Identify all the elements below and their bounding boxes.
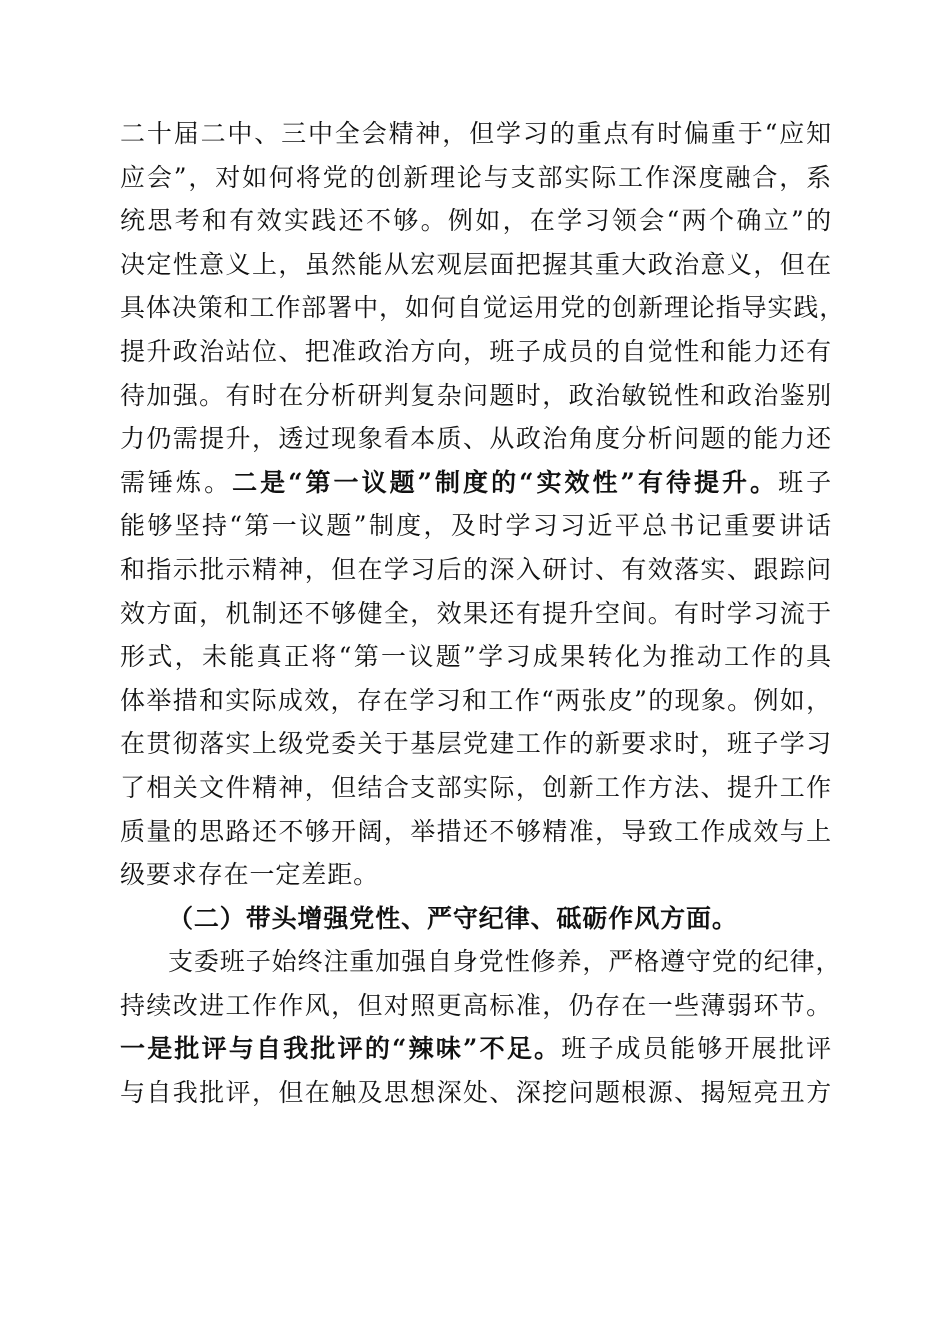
bold-text-run: （二）带头增强党性、严守纪律、砥砺作风方面。 bbox=[168, 903, 738, 933]
text-line bbox=[120, 1071, 832, 1115]
text-run: 待加强。有时在分析研判复杂问题时，政治敏锐性和政治鉴别 bbox=[120, 380, 832, 410]
text-line bbox=[120, 330, 832, 374]
document-body bbox=[120, 112, 846, 1115]
text-line bbox=[120, 722, 832, 766]
text-run: 效方面，机制还不够健全，效果还有提升空间。有时学习流于 bbox=[120, 598, 832, 628]
bold-text-run: 一是批评与自我批评的“辣味”不足。 bbox=[120, 1034, 562, 1064]
text-line bbox=[120, 243, 832, 287]
text-run: 在贯彻落实上级党委关于基层党建工作的新要求时，班子学习 bbox=[120, 729, 832, 759]
text-run: 能够坚持“第一议题”制度，及时学习习近平总书记重要讲话 bbox=[120, 511, 832, 541]
text-line bbox=[120, 810, 832, 854]
text-run: 力仍需提升，透过现象看本质、从政治角度分析问题的能力还 bbox=[120, 424, 832, 454]
text-run: 统思考和有效实践还不够。例如，在学习领会“两个确立”的 bbox=[120, 206, 832, 236]
text-run: 与自我批评，但在触及思想深处、深挖问题根源、揭短亮丑方 bbox=[120, 1078, 832, 1108]
text-line bbox=[120, 897, 832, 941]
text-run: 级要求存在一定差距。 bbox=[120, 860, 380, 890]
text-line bbox=[120, 679, 832, 723]
text-line bbox=[120, 766, 832, 810]
text-run: 具体决策和工作部署中，如何自觉运用党的创新理论指导实践， bbox=[120, 293, 846, 323]
text-line bbox=[120, 374, 832, 418]
text-run: 决定性意义上，虽然能从宏观层面把握其重大政治意义，但在 bbox=[120, 249, 832, 279]
text-run: 需锤炼。 bbox=[120, 467, 233, 497]
text-line bbox=[120, 548, 832, 592]
text-run: 支委班子始终注重加强自身党性修养，严格遵守党的纪律， bbox=[168, 947, 842, 977]
text-run: 体举措和实际成效，存在学习和工作“两张皮”的现象。例如， bbox=[120, 685, 832, 715]
text-line bbox=[120, 1027, 832, 1071]
text-run: 应会”，对如何将党的创新理论与支部实际工作深度融合，系 bbox=[120, 162, 832, 192]
text-run: 持续改进工作作风，但对照更高标准，仍存在一些薄弱环节。 bbox=[120, 990, 832, 1020]
text-run: 班子 bbox=[778, 467, 832, 497]
text-line bbox=[120, 592, 832, 636]
text-line bbox=[120, 504, 832, 548]
text-line bbox=[120, 940, 842, 984]
text-run: 和指示批示精神，但在学习后的深入研讨、有效落实、跟踪问 bbox=[120, 554, 832, 584]
text-line bbox=[120, 461, 832, 505]
text-line bbox=[120, 417, 832, 461]
text-run: 提升政治站位、把准政治方向，班子成员的自觉性和能力还有 bbox=[120, 336, 832, 366]
text-run: 班子成员能够开展批评 bbox=[561, 1034, 832, 1064]
text-line bbox=[120, 853, 832, 897]
text-run: 形式，未能真正将“第一议题”学习成果转化为推动工作的具 bbox=[120, 642, 832, 672]
text-line bbox=[120, 635, 832, 679]
text-run: 二十届二中、三中全会精神，但学习的重点有时偏重于“应知 bbox=[120, 119, 832, 148]
text-run: 了相关文件精神，但结合支部实际，创新工作方法、提升工作 bbox=[120, 772, 832, 802]
text-line bbox=[120, 984, 832, 1028]
text-line bbox=[120, 156, 832, 200]
text-line bbox=[120, 199, 832, 243]
text-line bbox=[120, 286, 846, 330]
bold-text-run: 二是“第一议题”制度的“实效性”有待提升。 bbox=[232, 467, 779, 497]
text-line bbox=[120, 112, 832, 156]
text-run: 质量的思路还不够开阔，举措还不够精准，导致工作成效与上 bbox=[120, 816, 832, 846]
